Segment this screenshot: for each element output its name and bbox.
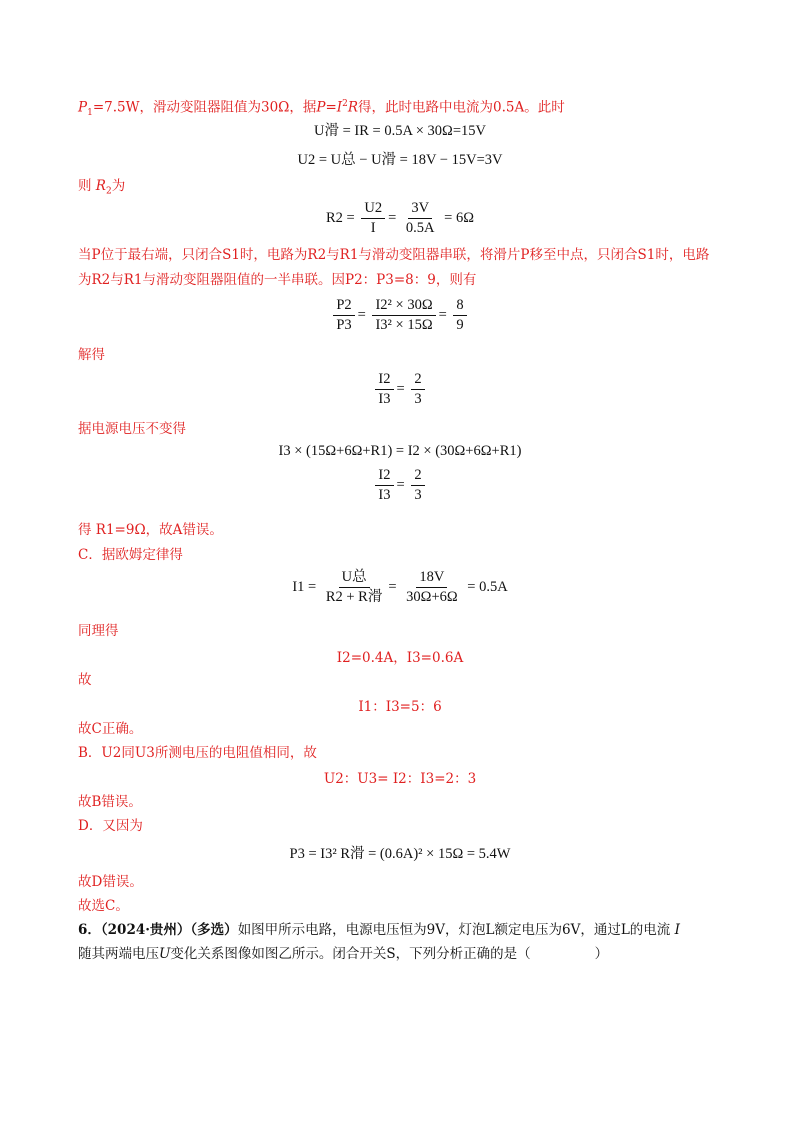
question-text: 变化关系图像如图乙所示。闭合开关S，下列分析正确的是（ (170, 946, 531, 962)
solution-line-therefore: 故 (78, 672, 92, 688)
equation-i1: I1 = $\frac{\text{U总}}{\text{R2 + R滑}}$ = $\frac{18V}{30\Omega+6\Omega}$ = 0.5A (292, 569, 508, 605)
numerator: P2 (333, 297, 354, 316)
eq-left: I1 = (292, 578, 317, 595)
question-6-line-1 (78, 920, 680, 940)
denominator: I3² × 15Ω (375, 317, 433, 333)
text: 为 (111, 178, 126, 194)
solution-line-similar: 同理得 (78, 623, 119, 639)
text: 得，此时电路中电流为0.5A。此时 (358, 99, 565, 116)
numerator: I2² × 30Ω (372, 297, 435, 316)
equation-i1-i3-ratio: I1：I3=5：6 (358, 699, 442, 715)
subscript: 2 (105, 186, 112, 197)
conclusion-d: 故D错误。 (78, 874, 143, 890)
question-number: 6． (78, 922, 101, 938)
numerator: I2 (375, 371, 393, 390)
question-6-line-2 (78, 944, 608, 964)
paragraph-line-1: 当P位于最右端，只闭合S1时，电路为R2与R1与滑动变阻器串联，将滑片P移至中点，只闭合S1时，电路 (78, 247, 710, 263)
option-b-heading: B．U2同U3所测电压的电阻值相同，故 (78, 745, 317, 761)
equation-u-ratio: U2：U3= I2：I3=2：3 (323, 771, 477, 787)
var-r: R (95, 178, 106, 194)
fraction (403, 569, 460, 606)
question-text: 随其两端电压 (78, 946, 159, 962)
solution-line-r1: 得 R1=9Ω，故A错误。 (78, 522, 223, 538)
solution-line-r2 (78, 176, 125, 202)
text: =7.5W，滑动变阻器阻值为30Ω，据 (92, 99, 317, 116)
equation-current-ratio: $\frac{I2}{I3}$ = $\frac{2}{3}$ (0, 371, 800, 408)
var-i: I (336, 99, 343, 116)
numerator: 3V (408, 200, 432, 219)
var-p: P (316, 99, 326, 116)
fraction (375, 467, 393, 504)
question-tag: （2024·贵州）（多选） (100, 922, 238, 938)
var-p: P (78, 99, 88, 116)
equation-voltage-constant: I3 × (15Ω+6Ω+R1) = I2 × (30Ω+6Ω+R1) (278, 443, 522, 459)
denominator: I3 (378, 487, 391, 503)
equation-currents: I2=0.4A，I3=0.6A (336, 650, 464, 666)
question-text: 如图甲所示电路，电源电压恒为9V，灯泡L额定电压为6V，通过L的电流 (237, 922, 671, 938)
denominator: 30Ω+6Ω (406, 589, 458, 605)
denominator: I3 (378, 391, 391, 407)
denominator: 9 (456, 317, 464, 333)
var-i: I (674, 922, 680, 938)
conclusion-b: 故B错误。 (78, 794, 142, 810)
denominator: I (370, 220, 376, 236)
var-r: R (347, 99, 359, 116)
solution-line-voltage: 据电源电压不变得 (78, 421, 186, 437)
superscript: 2 (342, 99, 348, 109)
equation-p3: P3 = I3² R滑 = (0.6A)² × 15Ω = 5.4W (289, 846, 511, 862)
fraction (403, 200, 438, 237)
denominator: P3 (336, 317, 352, 333)
option-d-heading: D．又因为 (78, 818, 143, 834)
fraction (411, 467, 424, 504)
numerator: 2 (411, 371, 424, 390)
eq-right: = 0.5A (467, 578, 508, 595)
option-c-heading: C．据欧姆定律得 (78, 547, 183, 563)
question-text: ） (594, 946, 609, 962)
numerator: 18V (416, 569, 447, 588)
fraction (411, 371, 424, 408)
subscript: 1 (87, 108, 93, 119)
denominator: 3 (414, 391, 422, 407)
equation-r2: R2 = $\frac{U2}{I}$ = $\frac{3V}{0.5A}$ = 6Ω (326, 200, 474, 236)
numerator: 8 (453, 297, 466, 316)
fraction (453, 297, 466, 334)
fraction (323, 569, 386, 606)
numerator: I2 (375, 467, 393, 486)
fraction (333, 297, 354, 334)
denominator: R2 + R滑 (325, 589, 383, 605)
var-u: U (159, 946, 171, 962)
paragraph-line-2: 为R2与R1与滑动变阻器阻值的一半串联。因P2：P3=8：9，则有 (78, 272, 477, 288)
numerator: 2 (411, 467, 424, 486)
text: 则 (78, 178, 92, 194)
text: = (325, 99, 337, 116)
denominator: 0.5A (405, 220, 435, 236)
numerator: U总 (339, 569, 370, 588)
fraction (372, 297, 435, 334)
conclusion-c: 故C正确。 (78, 721, 143, 737)
eq-left: R2 = (326, 209, 355, 226)
numerator: U2 (361, 200, 385, 219)
solution-line-solve: 解得 (78, 347, 105, 363)
answer-choice: 故选C。 (78, 898, 129, 914)
equation-u-slide: U滑 = IR = 0.5A × 30Ω=15V (314, 123, 486, 139)
equation-power-ratio: $\frac{P2}{P3}$ = $\frac{\text{I2² × 30Ω}}{\text{I3² × 15Ω}}$ = $\frac{8}{9}$ (0, 297, 800, 334)
fraction (375, 371, 393, 408)
equation-u2: U2 = U总 − U滑 = 18V − 15V=3V (297, 152, 503, 168)
eq-right: = 6Ω (444, 209, 474, 226)
equation-current-ratio-2: $\frac{I2}{I3}$ = $\frac{2}{3}$ (0, 467, 800, 504)
fraction (361, 200, 385, 237)
denominator: 3 (414, 487, 422, 503)
